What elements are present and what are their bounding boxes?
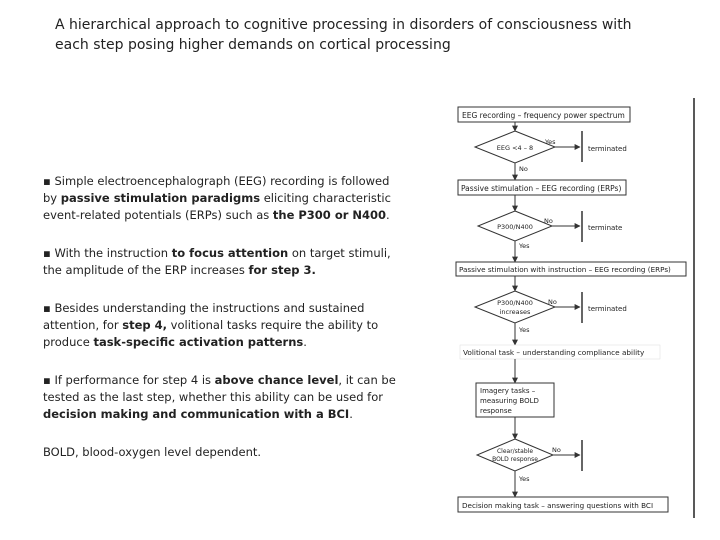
bullet-emphasis: for step 3. [248,263,316,277]
slide-title: A hierarchical approach to cognitive processing in disorders of consciousness with each step posing higher demands on cortical processing [55,17,632,53]
bullet-emphasis: decision making and communication with a BCI [43,407,350,421]
bullet-emphasis: task-specific activation patterns [93,335,304,349]
terminate-label: terminate [588,224,623,232]
bullet-text: ▪ Besides understanding the instructions and sustained attention, for [43,301,365,332]
no-label: No [548,298,557,306]
flow-box-label: EEG recording – frequency power spectrum [462,111,625,120]
bullet-text: ▪ With the instruction [43,246,172,260]
no-label: No [552,446,561,454]
diamond-label: Clear/stable [496,448,534,455]
flow-box-label: Passive stimulation with instruction – EEG recording (ERPs) [459,265,671,274]
flow-diamond-bold [477,439,553,471]
terminate-label: terminated [588,145,627,153]
flow-diamond-p300-increases [475,291,555,323]
footnote: BOLD, blood-oxygen level dependent. [43,445,262,459]
bullet-emphasis: step 4, [122,318,167,332]
bullet-text: ▪ If performance for step 4 is [43,373,215,387]
bullet-emphasis: passive stimulation paradigms [60,191,261,205]
terminate-label: terminated [588,305,627,313]
flow-box-label: Passive stimulation – EEG recording (ERPs) [461,184,622,193]
diamond-label: P300/N400 [497,223,533,231]
flow-box-label: Decision making task – answering questions with BCI [462,501,654,510]
bullet-text: ▪ Simple electroencephalograph (EEG) recording is followed by [43,174,390,205]
bullet-emphasis: the P300 or N400 [272,208,387,222]
bullet-emphasis: to focus attention [171,246,289,260]
yes-label: No [519,165,528,173]
bullet-text: . [386,208,390,222]
no-label: Yes [545,138,556,146]
bullet-text: . [303,335,307,349]
bullet-text: volitional tasks require the ability to produce [43,318,379,349]
bullet-text: eliciting characteristic event-related potentials (ERPs) such as [43,191,391,222]
yes-label: Yes [519,475,530,483]
bullet-emphasis: above chance level [214,373,339,387]
diamond-label: increases [499,308,531,316]
diamond-label: BOLD response [492,456,538,463]
flow-box-label: measuring BOLD [480,397,539,405]
bullet-text: , it can be tested as the last step, whether this ability can be used for [43,373,396,404]
diamond-label: P300/N400 [497,299,533,307]
flow-box-label: response [480,407,512,415]
yes-label: Yes [519,326,530,334]
diamond-label: EEG <4 – 8 [496,144,534,152]
flow-box-label: Imagery tasks – [480,387,536,395]
flow-box-label: Volitional task – understanding compliance ability [463,348,645,357]
no-label: No [544,217,553,225]
bullet-text: . [349,407,353,421]
bullet-text: on target stimuli, the amplitude of the ERP increases [43,246,391,277]
yes-label: Yes [519,242,530,250]
